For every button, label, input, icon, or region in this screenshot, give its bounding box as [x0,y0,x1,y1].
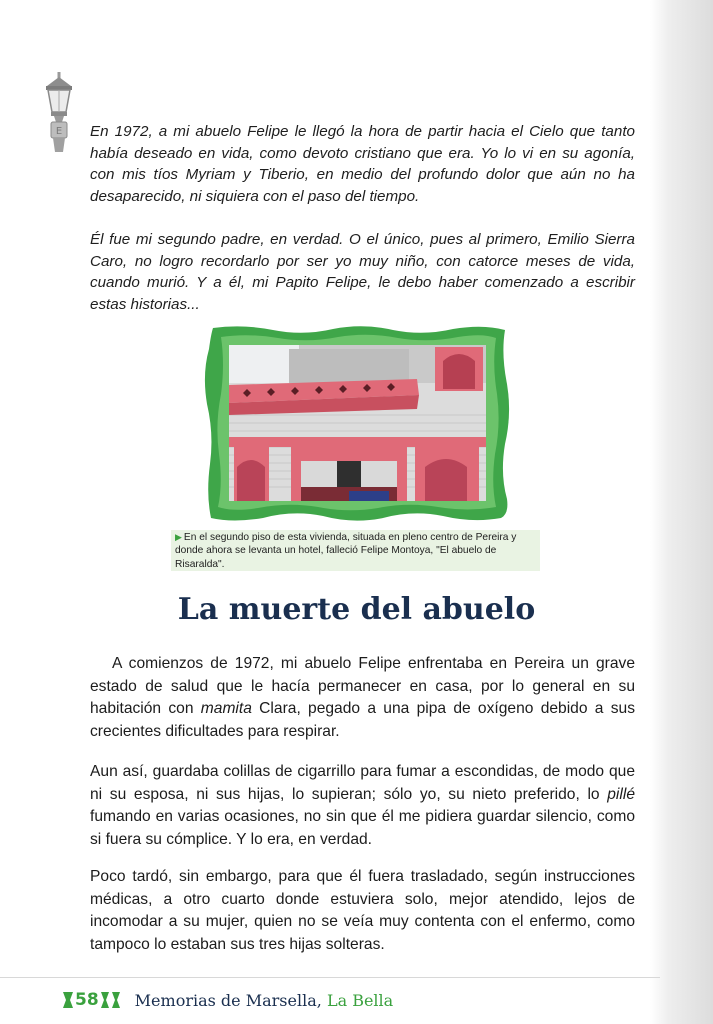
section-title: La muerte del abuelo [177,592,536,627]
photo-caption [171,530,540,571]
street-lamp-icon [43,72,75,154]
body-paragraph-3: Poco tardó, sin embargo, para que él fuera trasladado, según instrucciones médicas, a otro cuarto donde estuviera solo, mejor atendido, lejos de incomodar a su mujer, quien no se veía muy contenta con el enfermo, como tampoco lo estaban sus tres hijas solteras. [90,868,635,953]
book-title [135,991,394,1010]
footer-divider [0,977,660,978]
page-number: 58 [75,990,99,1010]
intro-paragraph-1: En 1972, a mi abuelo Felipe le llegó la hora de partir hacia el Cielo que tanto había deseado en vida, como devoto cristiano que era. Yo lo vi en su agonía, con mis tíos Myriam y Tiberio, en medio del profundo dolor que aún no ha desaparecido, ni siquiera con el paso del tiempo. [90,123,635,205]
footer-ornament-icon [101,992,121,1008]
body-paragraph-2 [90,761,635,851]
p1-text-end: Clara, pegado a una pipa de oxígeno debido a sus crecientes dificultades para respirar. [90,700,635,740]
p2-text-end: fumando en varias ocasiones, no sin que él me pidiera guardar silencio, como si fuera su cómplice. Y lo era, en verdad. [90,808,635,848]
book-title-subtitle: La Bella [326,990,394,1010]
footer-ornament-icon [63,992,73,1008]
building-photo [229,345,486,501]
p1-text-start: A comienzos de 1972, mi abuelo Felipe enfrentaba en Pereira un grave estado de salud que le hacía permanecer en casa, por lo general en su habitación con [90,655,635,718]
caption-triangle-icon: ▶ [175,532,182,542]
page-footer [63,988,393,1012]
svg-text:E: E [55,126,63,137]
intro-paragraph-2: Él fue mi segundo padre, en verdad. O el único, pues al primero, Emilio Sierra Caro, no logro recordarlo por ser yo muy niño, con catorce meses de vida, cuando murió. Y a él, mi Papito Felipe, le debo haber comenzado a escribir estas historias... [90,231,635,313]
body-paragraph-1 [90,653,635,743]
photo-caption-text: En el segundo piso de esta vivienda, situada en pleno centro de Pereira y donde ahora se levanta un hotel, falleció Felipe Montoya, "El abuelo de Risaralda". [175,532,517,570]
p2-text-start: Aun así, guardaba colillas de cigarrillo para fumar a escondidas, de modo que ni su esposa, ni sus hijas, lo supieran; sólo yo, su nieto preferido, lo [90,763,635,803]
p2-italic-word: pillé [607,785,635,803]
book-title-main: Memorias de Marsella, [134,990,322,1010]
p1-italic-word: mamita [200,700,252,718]
page-edge-shadow [650,0,713,1024]
